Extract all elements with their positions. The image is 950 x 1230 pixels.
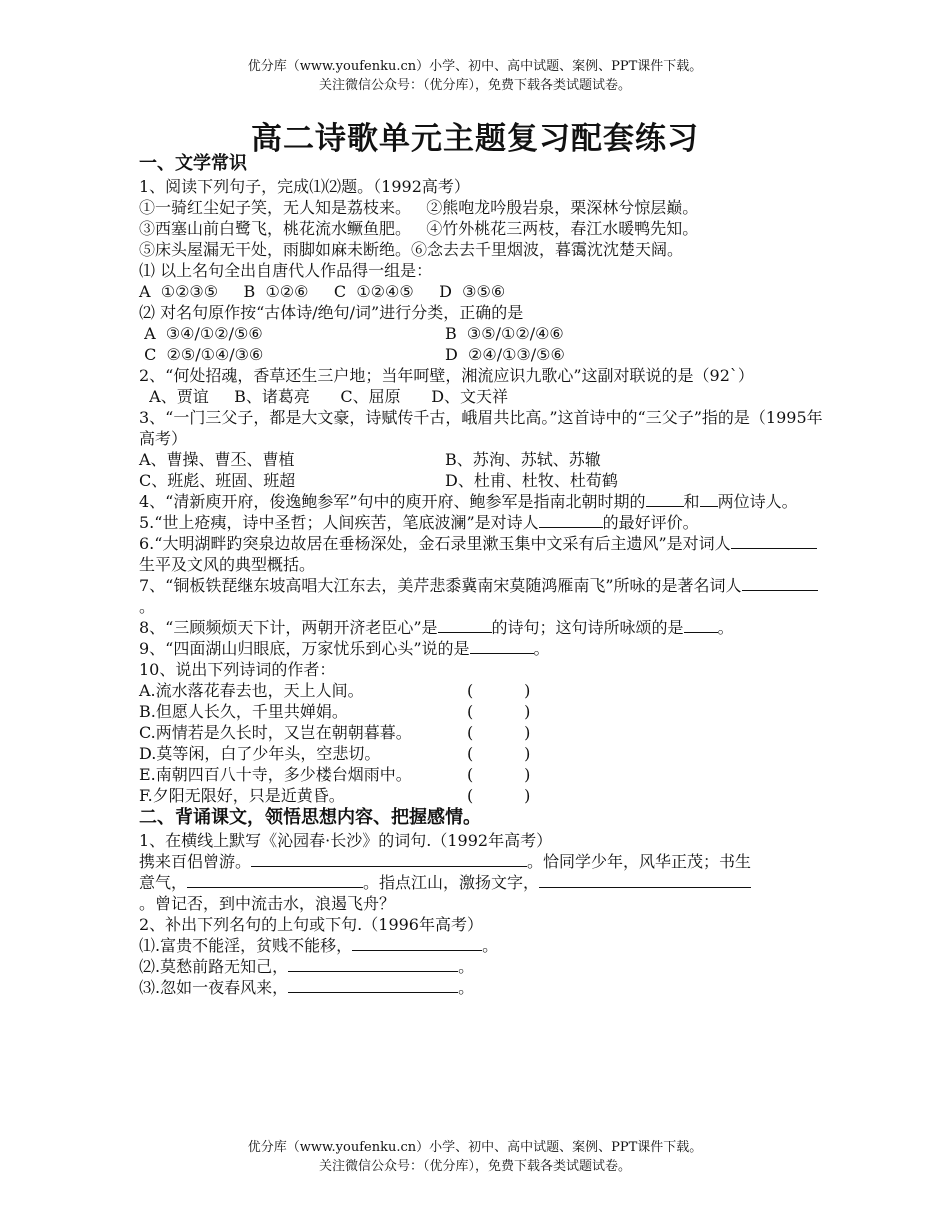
q1-part2: ⑵ 对名句原作按“古体诗/绝句/词”进行分类，正确的是 — [139, 303, 524, 322]
s2-q1-line-1 — [139, 851, 829, 872]
page-header — [0, 57, 950, 95]
q10-item-text: E.南朝四百八十寺，多少楼台烟雨中。 — [139, 765, 412, 784]
page-footer — [0, 1138, 950, 1176]
q2-stem: 2、“何处招魂，香草还生三户地；当年呵壁，湘流应识九歌心”这副对联说的是（92`） — [139, 366, 754, 385]
q3-option-a: A、曹操、曹丕、曹植 — [139, 450, 295, 469]
q10-item-text: C.两情若是久长时，又岂在朝朝暮暮。 — [139, 723, 412, 742]
s2-q1-text-4: 。指点江山，激扬文字， — [363, 873, 540, 892]
q10-answer-blank[interactable]: ( ) — [467, 765, 531, 784]
footer-line-1: 优分库（www.youfenku.cn）小学、初中、高中试题、案例、PPT课件下载。 — [247, 1140, 703, 1155]
q3-options-row-2 — [139, 470, 829, 491]
q10-item — [139, 701, 829, 722]
q5-blank[interactable] — [539, 512, 603, 528]
page-title: 高二诗歌单元主题复习配套练习 — [251, 121, 699, 157]
q1-sentences-1: ①一骑红尘妃子笑，无人知是荔枝来。 ②熊咆龙吟殷岩泉，栗深林兮惊层巅。 — [139, 198, 699, 217]
q10-stem: 10、说出下列诗词的作者： — [139, 660, 336, 679]
q10-item — [139, 743, 829, 764]
q6-text: 6.“大明湖畔趵突泉边故居在垂杨深处，金石录里漱玉集中文采有后主遗风”是对词人 — [139, 534, 731, 553]
q10-answer-blank[interactable]: ( ) — [467, 702, 531, 721]
s2-q2-blank-2[interactable] — [288, 956, 458, 972]
q10-answer-blank[interactable]: ( ) — [467, 744, 531, 763]
q7-blank[interactable] — [742, 575, 818, 591]
s2-q2-item-3-end: 。 — [458, 978, 475, 997]
q4-and: 和 — [683, 492, 700, 511]
s2-q2-item-1-end: 。 — [482, 936, 499, 955]
header-line-1: 优分库（www.youfenku.cn）小学、初中、高中试题、案例、PPT课件下载。 — [247, 59, 703, 74]
q7 — [139, 575, 829, 617]
q1-part2-options-row-1 — [139, 323, 829, 344]
q10-item — [139, 680, 829, 701]
q4-blank-2[interactable] — [700, 491, 718, 507]
q1-option-b: B ③⑤/①②/④⑥ — [445, 324, 564, 343]
q1-part1-options: A ①②③⑤ B ①②⑥ C ①②④⑤ D ③⑤⑥ — [139, 282, 506, 301]
q10-answer-blank[interactable]: ( ) — [467, 723, 531, 742]
q10-list — [139, 680, 829, 806]
s2-q2-item-1-text: ⑴.富贵不能淫，贫贱不能移， — [139, 936, 353, 955]
q1-option-a: A ③④/①②/⑤⑥ — [139, 324, 263, 343]
q3-option-c: C、班彪、班固、班超 — [139, 471, 296, 490]
q6 — [139, 533, 829, 575]
q3-option-b: B、苏洵、苏轼、苏辙 — [445, 450, 601, 469]
q4-blank-1[interactable] — [646, 491, 684, 507]
s2-q2-item-3 — [139, 977, 829, 998]
q10-item-text: A.流水落花春去也，天上人间。 — [139, 681, 364, 700]
q10-item — [139, 764, 829, 785]
footer-line-2: 关注微信公众号：（优分库），免费下载各类试题试卷。 — [318, 1159, 631, 1174]
q7-end: 。 — [139, 597, 156, 616]
s2-q1-text-3: 意气， — [139, 873, 188, 892]
s2-q1-blank-3[interactable] — [539, 872, 751, 888]
q10-answer-blank[interactable]: ( ) — [467, 786, 531, 805]
q5 — [139, 512, 829, 533]
s2-q2-item-2 — [139, 956, 829, 977]
s2-q1-text-2: 。恰同学少年，风华正茂；书生 — [527, 852, 752, 871]
q3-stem: 3、“一门三父子，都是大文豪，诗赋传千古，峨眉共比高。”这首诗中的“三父子”指的是（1995年高考） — [139, 408, 823, 448]
q3-option-d: D、杜甫、杜牧、杜荀鹤 — [445, 471, 618, 490]
q8-blank-2[interactable] — [684, 617, 718, 633]
q1-option-d: D ②④/①③/⑤⑥ — [445, 345, 565, 364]
q2-options: A、贾谊 B、诸葛亮 C、屈原 D、文天祥 — [139, 387, 509, 406]
q10-item — [139, 722, 829, 743]
q10-item — [139, 785, 829, 806]
q6-end: 生平及文风的典型概括。 — [139, 555, 316, 574]
q1-sentences-3: ⑤床头屋漏无干处，雨脚如麻未断绝。⑥念去去千里烟波，暮霭沈沈楚天阔。 — [139, 240, 684, 259]
q10-item-text: F.夕阳无限好，只是近黄昏。 — [139, 786, 345, 805]
s2-q1-blank-2[interactable] — [187, 872, 363, 888]
s2-q2-blank-3[interactable] — [288, 977, 458, 993]
header-line-2: 关注微信公众号：（优分库），免费下载各类试题试卷。 — [318, 78, 631, 93]
s2-q1-text-1: 携来百侣曾游。 — [139, 852, 252, 871]
s2-q2-blank-1[interactable] — [352, 935, 482, 951]
q1-sentences-2: ③西塞山前白鹭飞，桃花流水鳜鱼肥。 ④竹外桃花三两枝，春江水暖鸭先知。 — [139, 219, 699, 238]
q8-blank-1[interactable] — [438, 617, 492, 633]
q8-text: 8、“三顾频烦天下计，两朝开济老臣心”是 — [139, 618, 438, 637]
q9-end: 。 — [533, 639, 550, 658]
s2-q2-item-1 — [139, 935, 829, 956]
q6-blank[interactable] — [731, 533, 817, 549]
q4-text: 4、“清新庾开府，俊逸鲍参军”句中的庾开府、鲍参军是指南北朝时期的 — [139, 492, 646, 511]
s2-q1-line-2 — [139, 872, 829, 893]
q5-text: 5.“世上疮痍，诗中圣哲；人间疾苦，笔底波澜”是对诗人 — [139, 513, 539, 532]
s2-q2-item-2-text: ⑵.莫愁前路无知己， — [139, 957, 289, 976]
q3-options-row-1 — [139, 449, 829, 470]
q10-item-text: D.莫等闲，白了少年头，空悲切。 — [139, 744, 381, 763]
q1-part2-options-row-2 — [139, 344, 829, 365]
q8-end: 。 — [717, 618, 734, 637]
q10-item-text: B.但愿人长久，千里共婵娟。 — [139, 702, 348, 721]
section-2-heading: 二、背诵课文，领悟思想内容、把握感情。 — [139, 807, 481, 828]
q4-end: 两位诗人。 — [717, 492, 798, 511]
s2-q2-item-3-text: ⑶.忽如一夜春风来， — [139, 978, 289, 997]
s2-q2-item-2-end: 。 — [458, 957, 475, 976]
q10-answer-blank[interactable]: ( ) — [467, 681, 531, 700]
section-1-heading: 一、文学常识 — [139, 153, 247, 174]
q5-end: 的最好评价。 — [602, 513, 699, 532]
q9-text: 9、“四面湖山归眼底，万家忧乐到心头”说的是 — [139, 639, 470, 658]
q8-middle: 的诗句；这句诗所咏颂的是 — [491, 618, 684, 637]
q1-option-c: C ②⑤/①④/③⑥ — [139, 345, 264, 364]
s2-q2-stem: 2、补出下列名句的上句或下句.（1996年高考） — [139, 915, 483, 934]
q7-text: 7、“铜板铁琵继东坡高唱大江东去，美芹悲黍冀南宋莫随鸿雁南飞”所咏的是著名词人 — [139, 576, 742, 595]
document-body — [139, 152, 829, 998]
q9 — [139, 638, 829, 659]
s2-q1-line-3: 。曾记否，到中流击水，浪遏飞舟？ — [139, 894, 396, 913]
q9-blank[interactable] — [470, 638, 534, 654]
s2-q1-blank-1[interactable] — [251, 851, 527, 867]
s2-q1-stem: 1、在横线上默写《沁园春·长沙》的词句.（1992年高考） — [139, 831, 553, 850]
q1-part1: ⑴ 以上名句全出自唐代人作品得一组是： — [139, 261, 433, 280]
q4 — [139, 491, 829, 512]
q8 — [139, 617, 829, 638]
q1-stem: 1、阅读下列句子，完成⑴⑵题。（1992高考） — [139, 177, 470, 196]
